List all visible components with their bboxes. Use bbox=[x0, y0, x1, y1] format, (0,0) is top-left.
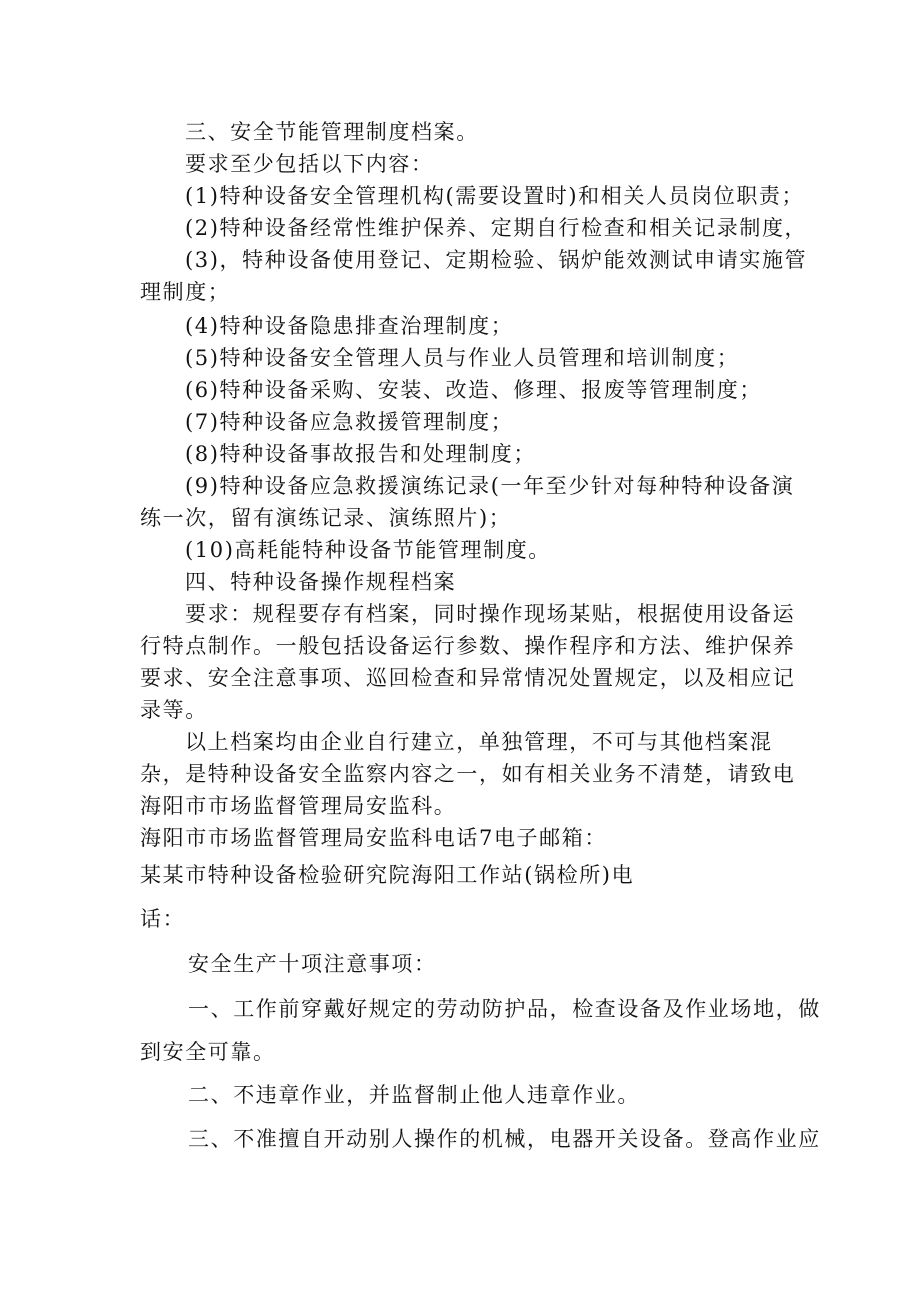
contact-institute: 某某市特种设备检验研究院海阳工作站(锅检所)电 bbox=[140, 863, 635, 887]
archive-note-2: 杂，是特种设备安全监察内容之一，如有相关业务不清楚，请致电 bbox=[140, 762, 796, 786]
list-item-4: (4)特种设备隐患排查治理制度； bbox=[185, 314, 514, 338]
list-item-3-cont: 理制度； bbox=[140, 280, 231, 304]
contact-bureau: 海阳市市场监督管理局安监科电话7电子邮箱： bbox=[140, 826, 607, 850]
section-four-para-2: 行特点制作。一般包括设备运行参数、操作程序和方法、维护保养 bbox=[140, 634, 796, 658]
safety-item-1: 一、工作前穿戴好规定的劳动防护品，检查设备及作业场地，做 bbox=[188, 997, 821, 1021]
contact-institute-cont: 话： bbox=[140, 907, 186, 931]
safety-heading: 安全生产十项注意事项： bbox=[188, 952, 437, 976]
section-four-para-3: 要求、安全注意事项、巡回检查和异常情况处置规定，以及相应记 bbox=[140, 666, 796, 690]
list-item-9-cont: 练一次，留有演练记录、演练照片)； bbox=[140, 506, 512, 530]
list-item-6: (6)特种设备采购、安装、改造、修理、报废等管理制度； bbox=[185, 378, 762, 402]
requirement-intro: 要求至少包括以下内容： bbox=[185, 152, 434, 176]
section-three-heading: 三、安全节能管理制度档案。 bbox=[185, 120, 479, 144]
archive-note-3: 海阳市市场监督管理局安监科。 bbox=[140, 794, 457, 818]
section-four-heading: 四、特种设备操作规程档案 bbox=[185, 570, 457, 594]
list-item-2: (2)特种设备经常性维护保养、定期自行检查和相关记录制度， bbox=[185, 216, 808, 240]
section-four-para-4: 录等。 bbox=[140, 698, 208, 722]
list-item-10: (10)高耗能特种设备节能管理制度。 bbox=[185, 538, 551, 562]
list-item-8: (8)特种设备事故报告和处理制度； bbox=[185, 442, 536, 466]
list-item-3: (3)，特种设备使用登记、定期检验、锅炉能效测试申请实施管 bbox=[185, 248, 808, 272]
list-item-9: (9)特种设备应急救援演练记录(一年至少针对每种特种设备演 bbox=[185, 474, 795, 498]
safety-item-1-cont: 到安全可靠。 bbox=[140, 1040, 276, 1064]
list-item-7: (7)特种设备应急救援管理制度； bbox=[185, 410, 514, 434]
safety-item-2: 二、不违章作业，并监督制止他人违章作业。 bbox=[188, 1083, 640, 1107]
archive-note-1: 以上档案均由企业自行建立，单独管理，不可与其他档案混 bbox=[185, 730, 773, 754]
safety-item-3: 三、不准擅自开动别人操作的机械，电器开关设备。登高作业应 bbox=[188, 1127, 821, 1151]
list-item-1: (1)特种设备安全管理机构(需要设置时)和相关人员岗位职责； bbox=[185, 184, 805, 208]
list-item-5: (5)特种设备安全管理人员与作业人员管理和培训制度； bbox=[185, 346, 740, 370]
section-four-para-1: 要求：规程要存有档案，同时操作现场某贴，根据使用设备运 bbox=[185, 602, 796, 626]
